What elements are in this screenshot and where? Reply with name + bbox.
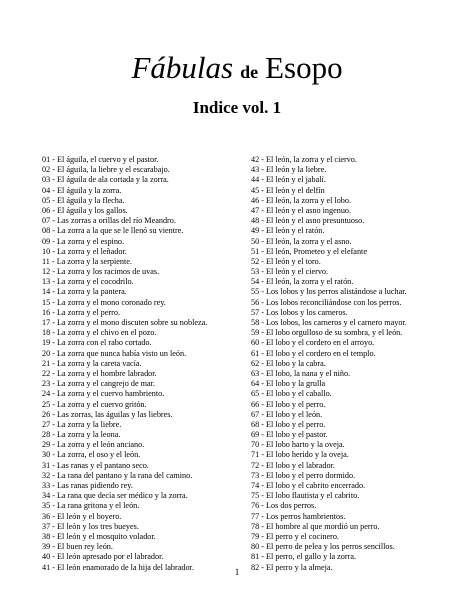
index-entry: 65 - El lobo y el caballo. xyxy=(251,389,332,399)
index-entry: 33 - Las ranas pidiendo rey. xyxy=(42,481,133,490)
index-entry: 52 - El león y el toro. xyxy=(251,256,321,266)
index-entry: 56 - Los lobos reconciliándose con los perros. xyxy=(251,297,402,307)
index-entry: 32 - La rana del pantano y la rana del camino. xyxy=(42,470,193,480)
index-column-left xyxy=(42,155,242,573)
title-fabulas: Fábulas xyxy=(131,50,234,85)
index-entry: 37 - El león y los tres bueyes. xyxy=(42,521,139,531)
index-entry: 70 - El lobo harto y la oveja. xyxy=(251,440,345,450)
index-entry: 20 - La zorra que nunca había visto un león. xyxy=(42,348,187,358)
index-entry: 50 - El león, la zorra y el asno. xyxy=(251,236,352,246)
index-entry: 18 - La zorra y el chivo en el pozo. xyxy=(42,328,157,338)
index-entry: 57 - Los lobos y los carneros. xyxy=(251,307,348,317)
index-entry: 30 - La zorra, el oso y el león. xyxy=(42,450,141,460)
index-entry: 69 - El lobo y el pastor. xyxy=(251,430,328,440)
index-entry: 63 - El lobo, la nana y el niño. xyxy=(251,368,351,378)
index-entry: 25 - La zorra y el cuervo gritón. xyxy=(42,399,147,409)
index-entry: 11 - La zorra y la serpiente. xyxy=(42,256,132,266)
index-entry: 58 - Los lobos, los carneros y el carnero mayor. xyxy=(251,318,407,327)
index-entry: 71 - El lobo herido y la oveja. xyxy=(251,450,349,460)
index-entry: 16 - La zorra y el perro. xyxy=(42,307,120,317)
index-entry: 24 - La zorra y el cuervo hambriento. xyxy=(42,389,165,399)
index-entry: 05 - El águila y la flecha. xyxy=(42,195,125,205)
index-entry: 75 - El lobo flautista y el cabrito. xyxy=(251,491,360,501)
index-entry: 03 - El águila de ala cortada y la zorra. xyxy=(42,175,169,185)
index-entry: 68 - El lobo y el perro. xyxy=(251,419,326,429)
index-entry: 26 - Las zorras, las águilas y las liebres. xyxy=(42,409,173,419)
index-entry: 07 - Las zorras a orillas del río Meandro. xyxy=(42,216,176,226)
index-entry: 17 - La zorra y el mono discuten sobre su nobleza. xyxy=(42,318,208,327)
index-entry: 79 - El perro y el cocinero. xyxy=(251,531,339,541)
index-entry: 21 - La zorra y la careta vacía. xyxy=(42,358,142,368)
index-entry: 60 - El lobo y el cordero en el arroyo. xyxy=(251,338,375,348)
index-entry: 09 - La zorra y el espino. xyxy=(42,236,125,246)
index-entry: 40 - El león apresado por el labrador. xyxy=(42,552,164,562)
index-entry: 59 - El lobo orgulloso de su sombra, y el león. xyxy=(251,328,403,338)
index-entry: 51 - El león, Prometeo y el elefante xyxy=(251,246,367,256)
index-entry: 19 - La zorra con el rabo cortado. xyxy=(42,338,152,348)
index-entry: 38 - El león y el mosquito volador. xyxy=(42,531,156,541)
index-entry: 64 - El lobo y la grulla xyxy=(251,379,326,389)
index-entry: 02 - El águila, la liebre y el escarabajo. xyxy=(42,165,170,175)
index-entry: 78 - El hombre al que mordió un perro. xyxy=(251,521,380,531)
index-entry: 80 - El perro de pelea y los perros sencillos. xyxy=(251,542,395,552)
index-entry: 49 - El león y el ratón. xyxy=(251,226,325,236)
index-entry: 35 - La rana gritona y el león. xyxy=(42,501,140,511)
index-entry: 31 - Las ranas y el pantano seco. xyxy=(42,460,149,470)
index-entry: 44 - El león y el jabalí. xyxy=(251,175,326,185)
index-entry: 12 - La zorra y los racimos de uvas. xyxy=(42,267,160,277)
index-entry: 46 - El león, la zorra y el lobo. xyxy=(251,195,352,205)
index-entry: 76 - Los dos perros. xyxy=(251,501,317,511)
index-entry: 06 - El águila y los gallos. xyxy=(42,205,128,215)
index-entry: 54 - El león, la zorra y el ratón. xyxy=(251,277,354,287)
index-subtitle: Indice vol. 1 xyxy=(192,98,282,117)
index-entry: 66 - El lobo y el perro. xyxy=(251,399,326,409)
index-entry: 81 - El perro, el gallo y la zorra. xyxy=(251,552,357,562)
index-entry: 23 - La zorra y el cangrejo de mar. xyxy=(42,379,155,389)
index-entry: 01 - El águila, el cuervo y el pastor. xyxy=(42,155,159,164)
index-entry: 67 - El lobo y el león. xyxy=(251,409,323,419)
index-entry: 42 - El león, la zorra y el ciervo. xyxy=(251,155,357,164)
index-entry: 04 - El águila y la zorra. xyxy=(42,185,122,195)
index-entry: 53 - El león y el ciervo. xyxy=(251,267,329,277)
index-entry: 14 - La zorra y la pantera. xyxy=(42,287,127,297)
index-entry: 08 - La zorra a la que se le llenó su vientre. xyxy=(42,226,184,236)
index-entry: 47 - El león y el asno ingenuo. xyxy=(251,205,352,215)
index-entry: 22 - La zorra y el hombre labrador. xyxy=(42,368,157,378)
index-entry: 36 - El león y el boyero. xyxy=(42,511,122,521)
index-entry: 34 - La rana que decía ser médico y la zorra. xyxy=(42,491,188,501)
index-entry: 39 - El buen rey león. xyxy=(42,542,113,552)
index-entry: 48 - El león y el asno presuntuoso. xyxy=(251,216,365,226)
page-number: 1 xyxy=(234,567,240,577)
title-esopo: Esopo xyxy=(265,50,343,85)
index-entry: 77 - Los perros hambrientos. xyxy=(251,511,346,521)
index-entry: 72 - El lobo y el labrador. xyxy=(251,460,335,470)
index-entry: 10 - La zorra y el leñador. xyxy=(42,246,127,256)
index-entry: 41 - El león enamorado de la hija del labrador. xyxy=(42,562,194,572)
index-column-right xyxy=(251,155,451,573)
index-entry: 27 - La zorra y la liebre. xyxy=(42,419,122,429)
index-entry: 15 - La zorra y el mono coronado rey. xyxy=(42,297,166,307)
index-entry: 62 - El lobo y la cabra. xyxy=(251,358,326,368)
index-entry: 61 - El lobo y el cordero en el templo. xyxy=(251,348,376,358)
index-entry: 13 - La zorra y el cocodrilo. xyxy=(42,277,134,287)
index-entry: 74 - El lobo y el cabrito encerrado. xyxy=(251,481,366,490)
index-entry: 29 - La zorra y el león anciano. xyxy=(42,440,145,450)
index-entry: 73 - El lobo y el perro dormido. xyxy=(251,470,356,480)
title-de: de xyxy=(240,62,259,82)
index-entry: 82 - El perro y la almeja. xyxy=(251,562,333,572)
document-title xyxy=(0,50,474,86)
index-entry: 55 - Los lobos y los perros alistándose a luchar. xyxy=(251,287,407,297)
index-entry: 45 - El león y el delfín xyxy=(251,185,325,195)
index-entry: 28 - La zorra y la leona. xyxy=(42,430,121,440)
index-entry: 43 - El león y la liebre. xyxy=(251,165,327,175)
